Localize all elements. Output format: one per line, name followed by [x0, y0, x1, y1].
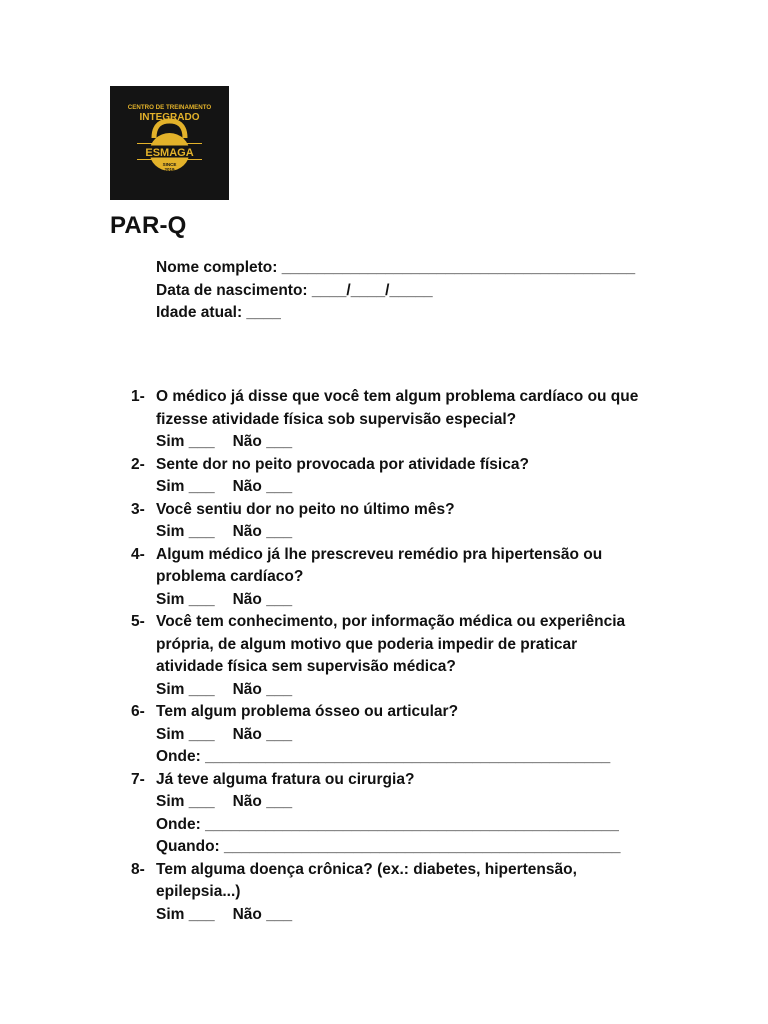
- answer-sim[interactable]: Sim ___: [156, 793, 215, 810]
- question-text: epilepsia...): [156, 883, 241, 900]
- answer-nao[interactable]: Não ___: [232, 680, 293, 698]
- answer-sim[interactable]: Sim ___: [156, 590, 215, 608]
- question-text: Você tem conhecimento, por informação médica ou experiência: [156, 613, 626, 630]
- logo-line-5: 2019: [164, 167, 175, 172]
- question-number: 4-: [131, 545, 145, 563]
- answer-sim[interactable]: Sim ___: [156, 905, 215, 923]
- answer-row: [131, 589, 651, 612]
- question-item: [131, 544, 651, 612]
- question-number: 1-: [131, 388, 145, 405]
- question-item: [131, 769, 651, 859]
- answer-row: [131, 476, 651, 499]
- name-field: Nome completo: _________________________________________: [156, 259, 636, 276]
- question-number: 3-: [131, 500, 145, 518]
- question-text: O médico já disse que você tem algum problema cardíaco ou que: [156, 388, 639, 405]
- question-item: [131, 499, 651, 544]
- question-text: problema cardíaco?: [156, 568, 304, 585]
- question-number: 6-: [131, 703, 145, 720]
- question-text: própria, de algum motivo que poderia impedir de praticar: [156, 635, 578, 653]
- answer-sim[interactable]: Sim ___: [156, 478, 215, 495]
- question-item: [131, 611, 651, 701]
- question-text: fizesse atividade física sob supervisão especial?: [156, 410, 517, 428]
- answer-row: [131, 724, 651, 747]
- answer-row: [131, 431, 651, 454]
- answer-nao[interactable]: Não ___: [232, 478, 293, 495]
- answer-sim[interactable]: Sim ___: [156, 680, 215, 698]
- answer-nao[interactable]: Não ___: [232, 523, 293, 540]
- question-text: Você sentiu dor no peito no último mês?: [156, 500, 455, 518]
- answer-row: [131, 521, 651, 544]
- question-text: Tem alguma doença crônica? (ex.: diabetes, hipertensão,: [156, 860, 577, 878]
- question-text: Sente dor no peito provocada por atividade física?: [156, 455, 529, 473]
- answer-sim[interactable]: Sim ___: [156, 433, 215, 450]
- question-text: Algum médico já lhe prescreveu remédio pra hipertensão ou: [156, 545, 603, 563]
- question-number: 8-: [131, 860, 145, 878]
- answer-nao[interactable]: Não ___: [232, 793, 293, 810]
- answer-row: [131, 904, 651, 927]
- question-number: 2-: [131, 455, 145, 473]
- birthdate-field: Data de nascimento: ____/____/_____: [156, 281, 433, 299]
- question-number: 7-: [131, 770, 145, 788]
- extra-field[interactable]: Onde: ________________________________________________: [156, 815, 619, 833]
- gym-logo: [110, 86, 229, 200]
- age-field: Idade atual: ____: [156, 304, 281, 321]
- answer-nao[interactable]: Não ___: [232, 725, 293, 743]
- answer-row: [131, 679, 651, 702]
- personal-info: [156, 257, 635, 325]
- page-title: PAR-Q: [110, 212, 187, 239]
- answer-sim[interactable]: Sim ___: [156, 523, 215, 540]
- question-text: atividade física sem supervisão médica?: [156, 658, 456, 675]
- question-item: [131, 701, 651, 769]
- logo-line-1: CENTRO DE TREINAMENTO: [127, 104, 212, 111]
- question-item: [131, 859, 651, 927]
- question-item: [131, 454, 651, 499]
- logo-line-2: INTEGRADO: [139, 112, 200, 123]
- question-text: Tem algum problema ósseo ou articular?: [156, 703, 459, 720]
- answer-nao[interactable]: Não ___: [232, 905, 293, 923]
- answer-nao[interactable]: Não ___: [232, 590, 293, 608]
- answer-sim[interactable]: Sim ___: [156, 725, 215, 743]
- question-text: Já teve alguma fratura ou cirurgia?: [156, 770, 415, 788]
- logo-line-4: SINCE: [162, 162, 177, 167]
- question-number: 5-: [131, 613, 145, 630]
- answer-row: [131, 791, 651, 814]
- answer-nao[interactable]: Não ___: [232, 433, 293, 450]
- questionnaire: [131, 386, 651, 926]
- extra-field[interactable]: Onde: _______________________________________________: [156, 748, 611, 765]
- logo-line-3: ESMAGA: [145, 147, 194, 159]
- question-item: [131, 386, 651, 454]
- extra-field[interactable]: Quando: ______________________________________________: [156, 838, 621, 855]
